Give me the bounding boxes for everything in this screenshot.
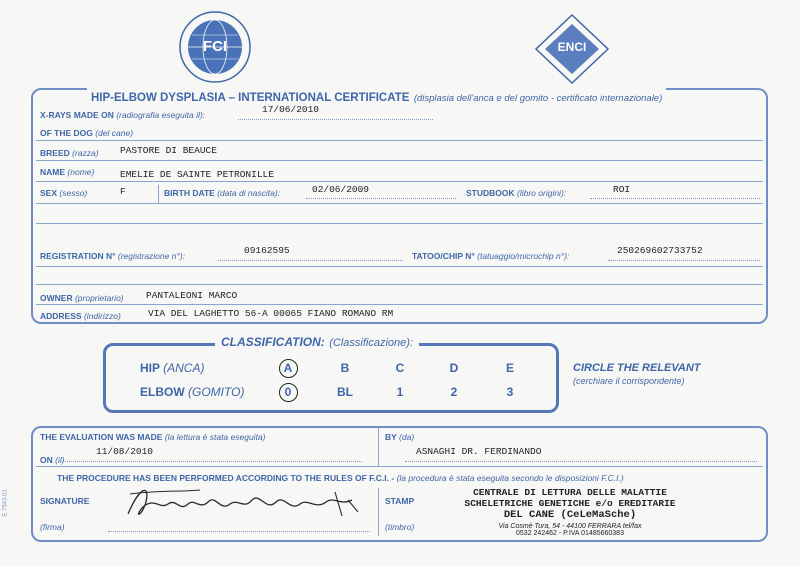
owner-value: PANTALEONI MARCO: [146, 290, 238, 301]
by-dotline: [405, 461, 757, 462]
address-value: VIA DEL LAGHETTO 56-A 00065 FIANO ROMANO RM: [148, 308, 394, 319]
stamp-label: STAMP: [385, 496, 415, 506]
classification-box: [103, 343, 559, 413]
dog-line: [36, 140, 763, 141]
certificate-frame: [31, 88, 768, 324]
sex-value: F: [120, 186, 126, 197]
circle-note: CIRCLE THE RELEVANT (cerchiare il corrispondente): [573, 362, 701, 386]
tatoo-dotline: [608, 260, 760, 261]
hip-grade-d: D: [449, 361, 459, 375]
by-label: BY (da): [385, 432, 415, 442]
evaluation-made-label: THE EVALUATION WAS MADE (la lettura è stata eseguita): [40, 432, 266, 442]
tatoo-label: TATOO/CHIP N° (tatuaggio/microchip n°):: [412, 251, 570, 261]
stamp-label-it: (timbro): [385, 522, 415, 532]
elbow-grade-bl: BL: [337, 385, 353, 399]
sex-label: SEX (sesso): [40, 188, 88, 198]
fci-seal: [178, 10, 252, 84]
title-it: (displasia dell'anca e del gomito - certificato internazionale): [413, 93, 663, 104]
evaluation-line: [36, 466, 763, 467]
enci-logo-text: ENCI: [557, 40, 587, 54]
registration-label: REGISTRATION N° (registrazione n°):: [40, 251, 186, 261]
form-code: E 7543.01: [2, 489, 9, 517]
stamp-line-5: 0532 242462 - P.IVA 01485660383: [516, 530, 624, 537]
studbook-label: STUDBOOK (libro origini):: [466, 188, 567, 198]
stamp-line-3: DEL CANE (CeLeMaSche): [503, 509, 637, 521]
elbow-label: ELBOW (GOMITO): [140, 385, 245, 399]
signature-divider: [378, 488, 379, 536]
certificate-title: [87, 88, 666, 102]
stamp: [420, 487, 720, 537]
xrays-dotline: [238, 119, 433, 120]
hip-grade-a: A: [277, 359, 299, 378]
elbow-grade-0: 0: [277, 383, 299, 402]
elbow-grade-1: 1: [396, 385, 404, 399]
registration-line-2: [36, 284, 763, 285]
breed-value: PASTORE DI BEAUCE: [120, 145, 217, 156]
stamp-line-1: CENTRALE DI LETTURA DELLE MALATTIE: [473, 487, 667, 498]
sex-divider: [158, 185, 159, 203]
evaluation-divider: [378, 428, 379, 466]
evaluation-date-value: 11/08/2010: [96, 446, 154, 457]
dog-label: OF THE DOG (del cane): [40, 128, 134, 138]
hip-grade-b: B: [340, 361, 350, 375]
xrays-label: X-RAYS MADE ON (radiografia eseguita il):: [40, 110, 206, 120]
hip-label: HIP (ANCA): [140, 361, 205, 375]
elbow-grade-3: 3: [506, 385, 514, 399]
birth-value: 02/06/2009: [312, 184, 370, 195]
fci-logo-text: FCI: [202, 38, 228, 55]
studbook-value: ROI: [613, 184, 631, 195]
name-label: NAME (nome): [40, 167, 95, 177]
registration-value: 09162595: [244, 245, 290, 256]
signature-label: SIGNATURE: [40, 496, 90, 506]
address-label: ADDRESS (indirizzo): [40, 311, 121, 321]
stamp-line-4: Via Cosmè Tura, 54 - 44100 FERRARA tel/fax: [498, 523, 642, 530]
owner-line: [36, 304, 763, 305]
studbook-dotline: [590, 198, 760, 199]
xrays-value: 17/06/2010: [262, 104, 320, 115]
procedure-text: THE PROCEDURE HAS BEEN PERFORMED ACCORDING TO THE RULES OF F.C.I. - (la procedura è stata eseguita secondo le disposizioni F.C.I.): [57, 473, 624, 483]
tatoo-value: 250269602733752: [617, 245, 703, 256]
signature-icon: [120, 482, 370, 527]
title-en: HIP-ELBOW DYSPLASIA – INTERNATIONAL CERTIFICATE: [91, 92, 410, 104]
evaluation-date-dotline: [62, 461, 362, 462]
sex-line: [36, 203, 763, 204]
evaluation-on-label: ON (il): [40, 455, 65, 465]
birth-dotline: [306, 198, 456, 199]
birth-label: BIRTH DATE (data di nascita):: [164, 188, 281, 198]
elbow-grade-2: 2: [450, 385, 458, 399]
hip-grade-e: E: [505, 361, 514, 375]
by-value: ASNAGHI DR. FERDINANDO: [416, 446, 542, 457]
signature-scribble: [120, 482, 370, 532]
registration-dotline: [218, 260, 403, 261]
name-line: [36, 181, 763, 182]
blank-line: [36, 223, 763, 224]
signature-label-it: (firma): [40, 522, 65, 532]
name-value: EMELIE DE SAINTE PETRONILLE: [120, 169, 274, 180]
classification-title: CLASSIFICATION: (Classificazione):: [215, 333, 419, 351]
hip-grade-c: C: [395, 361, 405, 375]
breed-line: [36, 160, 763, 161]
enci-seal: [533, 12, 611, 86]
registration-line: [36, 266, 763, 267]
owner-label: OWNER (proprietario): [40, 293, 124, 303]
breed-label: BREED (razza): [40, 148, 99, 158]
signature-dotline: [108, 531, 370, 532]
stamp-line-2: SCHELETRICHE GENETICHE e/o EREDITARIE: [464, 498, 676, 509]
